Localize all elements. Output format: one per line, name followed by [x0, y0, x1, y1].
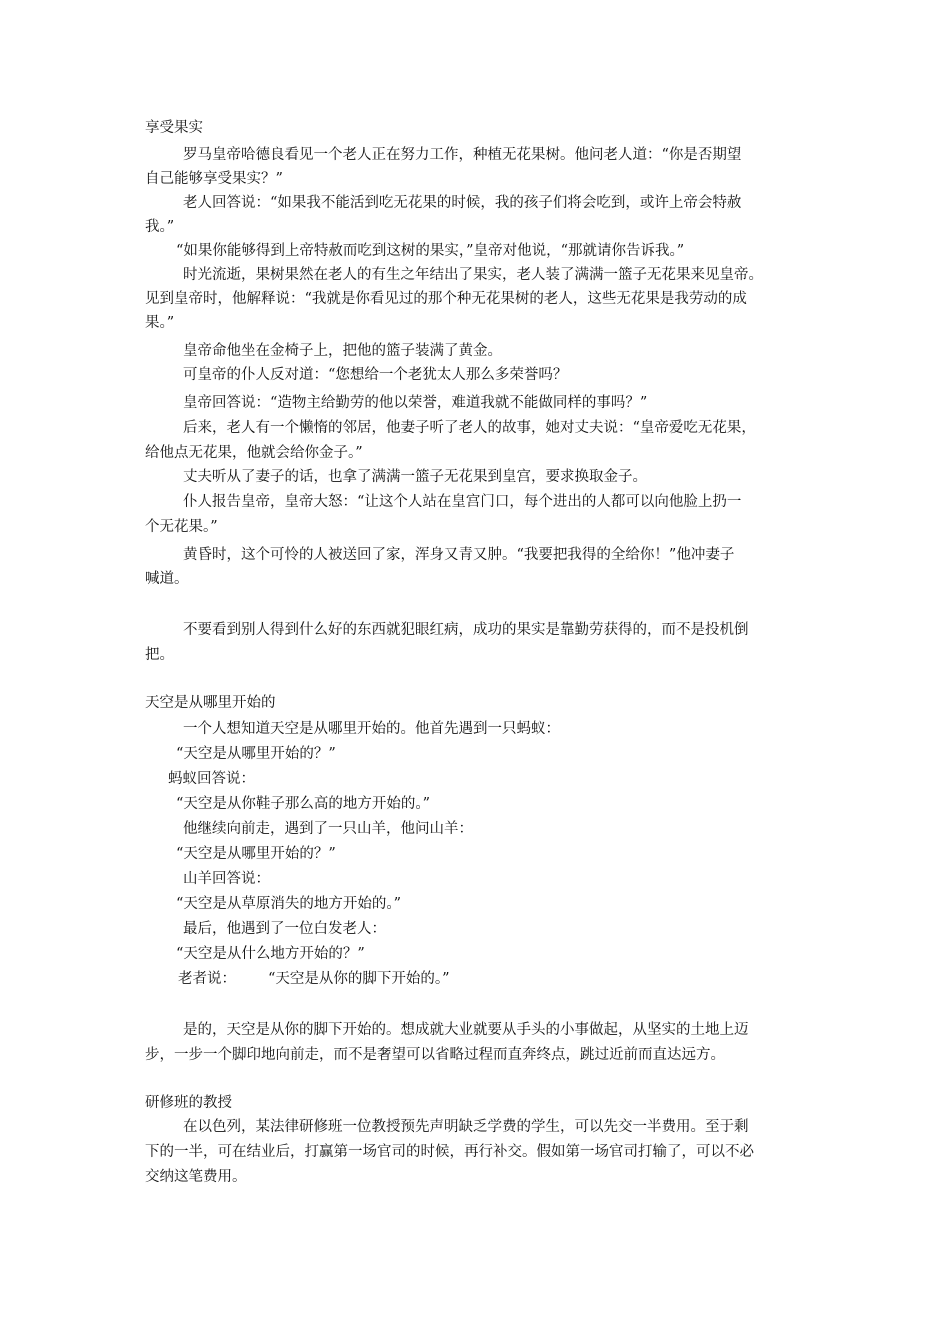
- paragraph-line: 交纳这笔费用。: [145, 1169, 247, 1185]
- paragraph-line: 见到皇帝时，他解释说：“我就是你看见过的那个种无花果树的老人，这些无花果是我劳动的成: [145, 291, 747, 307]
- dialogue-line: “天空是从你鞋子那么高的地方开始的。”: [176, 796, 431, 812]
- moral-line: 步，一步一个脚印地向前走，而不是奢望可以省略过程而直奔终点，跳过近前而直达远方。: [145, 1047, 725, 1063]
- paragraph-line: 一个人想知道天空是从哪里开始的。他首先遇到一只蚂蚁：: [183, 721, 560, 737]
- paragraph-line: 果。”: [145, 315, 175, 331]
- paragraph-line: 喊道。: [145, 571, 189, 587]
- section-title: 享受果实: [145, 120, 203, 136]
- dialogue-line: 老者说：: [178, 971, 236, 987]
- section-title: 天空是从哪里开始的: [145, 695, 276, 711]
- paragraph-line: 个无花果。”: [145, 519, 218, 535]
- paragraph-line: 丈夫听从了妻子的话，也拿了满满一篮子无花果到皇宫，要求换取金子。: [183, 469, 647, 485]
- dialogue-line: 他继续向前走，遇到了一只山羊，他问山羊：: [183, 821, 473, 837]
- moral-line: 是的，天空是从你的脚下开始的。想成就大业就要从手头的小事做起，从坚实的土地上迈: [183, 1022, 749, 1038]
- moral-line: 把。: [145, 647, 174, 663]
- dialogue-line: 蚂蚁回答说：: [168, 771, 255, 787]
- paragraph-line: 可皇帝的仆人反对道：“您想给一个老犹太人那么多荣誉吗？: [183, 367, 568, 383]
- paragraph-line: 自己能够享受果实？”: [145, 171, 283, 187]
- paragraph-line: 在以色列，某法律研修班一位教授预先声明缺乏学费的学生，可以先交一半费用。至于剩: [183, 1119, 749, 1135]
- moral-line: 不要看到别人得到什么好的东西就犯眼红病，成功的果实是靠勤劳获得的，而不是投机倒: [183, 622, 749, 638]
- paragraph-line: 皇帝命他坐在金椅子上，把他的篮子装满了黄金。: [183, 343, 502, 359]
- dialogue-line: 最后，他遇到了一位白发老人：: [183, 921, 386, 937]
- paragraph-line: 罗马皇帝哈德良看见一个老人正在努力工作，种植无花果树。他问老人道：“你是否期望: [183, 147, 742, 163]
- paragraph-line: 我。”: [145, 219, 175, 235]
- dialogue-line: “天空是从什么地方开始的？”: [176, 946, 365, 962]
- paragraph-line: 仆人报告皇帝，皇帝大怒：“让这个人站在皇宫门口，每个进出的人都可以向他脸上扔一: [183, 494, 742, 510]
- dialogue-line: “天空是从你的脚下开始的。”: [268, 971, 450, 987]
- dialogue-line: 山羊回答说：: [183, 871, 270, 887]
- paragraph-line: 老人回答说：“如果我不能活到吃无花果的时候，我的孩子们将会吃到，或许上帝会特赦: [183, 195, 742, 211]
- paragraph-line: 黄昏时，这个可怜的人被送回了家，浑身又青又肿。“我要把我得的全给你！”他冲妻子: [183, 547, 735, 563]
- dialogue-line: “天空是从哪里开始的？”: [176, 746, 336, 762]
- paragraph-line: “如果你能够得到上帝特赦而吃到这树的果实，”皇帝对他说，“那就请你告诉我。”: [176, 243, 685, 259]
- paragraph-line: 皇帝回答说：“造物主给勤劳的他以荣誉，难道我就不能做同样的事吗？”: [183, 395, 648, 411]
- paragraph-line: 下的一半，可在结业后，打赢第一场官司的时候，再行补交。假如第一场官司打输了，可以不必: [145, 1144, 754, 1160]
- paragraph-line: 时光流逝，果树果然在老人的有生之年结出了果实，老人装了满满一篮子无花果来见皇帝。: [183, 267, 763, 283]
- paragraph-line: 后来，老人有一个懒惰的邻居，他妻子听了老人的故事，她对丈夫说：“皇帝爱吃无花果，: [183, 420, 756, 436]
- dialogue-line: “天空是从草原消失的地方开始的。”: [176, 896, 402, 912]
- paragraph-line: 给他点无花果，他就会给你金子。”: [145, 445, 363, 461]
- section-title: 研修班的教授: [145, 1095, 232, 1111]
- dialogue-line: “天空是从哪里开始的？”: [176, 846, 336, 862]
